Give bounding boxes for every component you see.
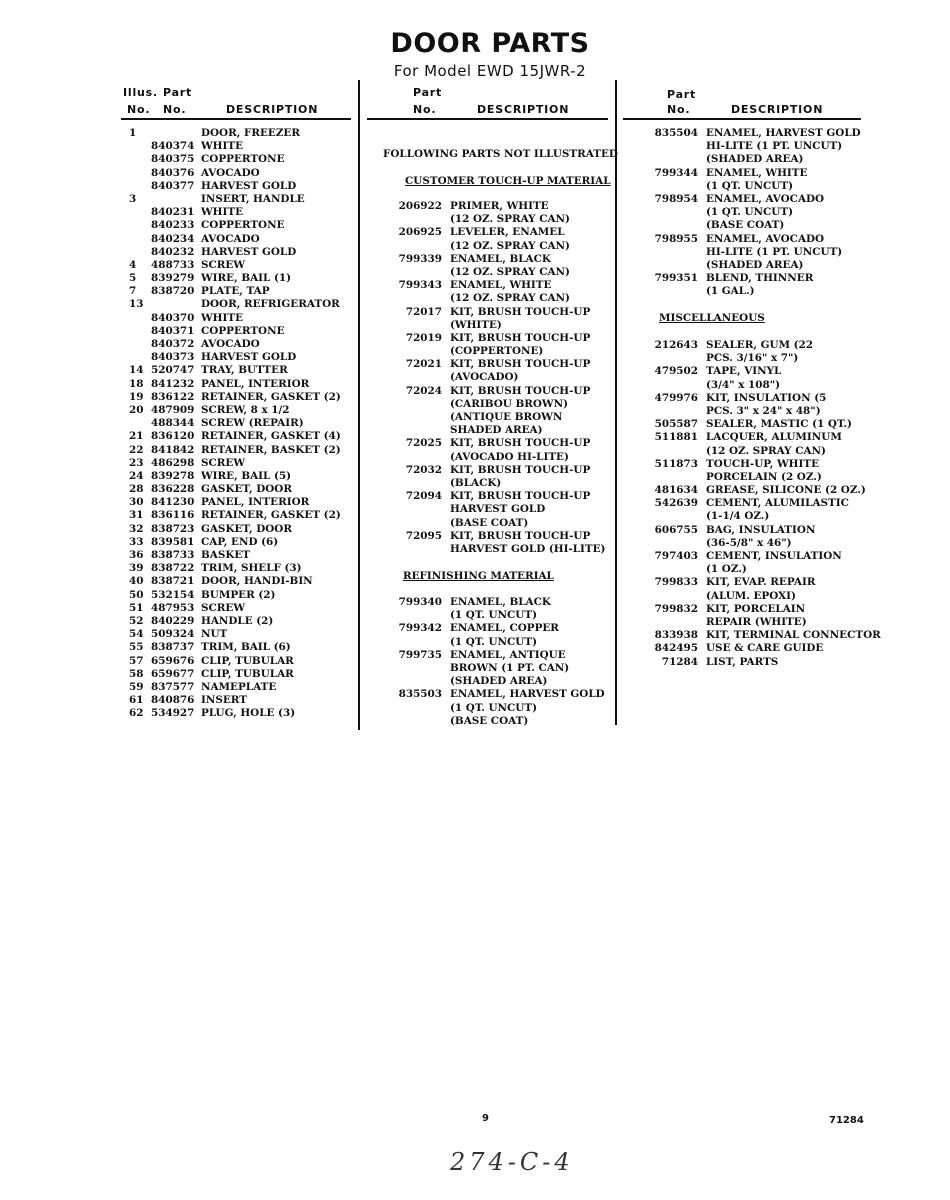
part-number: 842495 <box>654 642 698 655</box>
part-number: 542639 <box>654 497 698 510</box>
part-number: 72017 <box>405 305 442 318</box>
illus-number: 62 <box>129 707 144 720</box>
part-number: 479502 <box>654 365 698 378</box>
part-description: BAG, INSULATION <box>706 523 816 536</box>
part-description: AVOCADO <box>201 166 260 179</box>
part-description: (12 OZ. SPRAY CAN) <box>450 292 570 305</box>
header-part-no: No. <box>163 103 187 116</box>
part-description: (COPPERTONE) <box>450 345 544 358</box>
part-number: 511881 <box>654 431 698 444</box>
illus-number: 19 <box>129 390 144 403</box>
part-description: REPAIR (WHITE) <box>706 615 807 628</box>
column-divider-1 <box>358 80 360 730</box>
header-part-no-2: No. <box>413 103 437 116</box>
part-number: 799735 <box>398 648 442 661</box>
illus-number: 7 <box>129 285 137 298</box>
part-description: KIT, BRUSH TOUCH-UP <box>450 358 591 371</box>
part-number: 836228 <box>151 483 195 496</box>
part-number: 798954 <box>654 192 698 205</box>
part-number: 481634 <box>654 484 698 497</box>
part-description: (SHADED AREA) <box>706 258 804 271</box>
part-number: 72032 <box>405 463 442 476</box>
part-number: 799832 <box>654 602 698 615</box>
illus-number: 24 <box>129 469 144 482</box>
header-illus-top: Illus. <box>123 86 158 99</box>
part-number: 838733 <box>151 549 195 561</box>
page-number: 9 <box>482 1113 489 1124</box>
part-number: 833938 <box>654 629 698 642</box>
part-description: GASKET, DOOR <box>201 483 292 496</box>
part-description: KIT, BRUSH TOUCH-UP <box>450 305 591 318</box>
illus-number: 30 <box>129 496 144 509</box>
part-number: 72095 <box>405 529 442 542</box>
part-number: 520747 <box>151 364 195 377</box>
header-description: DESCRIPTION <box>226 103 319 116</box>
part-description: (1-1/4 OZ.) <box>706 510 770 523</box>
part-number: 840376 <box>151 166 195 179</box>
part-number: 835503 <box>398 688 442 701</box>
part-description: NUT <box>201 628 228 641</box>
part-description: (12 OZ. SPRAY CAN) <box>450 213 570 226</box>
part-description: PLATE, TAP <box>201 285 270 298</box>
part-description: (12 OZ. SPRAY CAN) <box>706 444 826 457</box>
part-number: 71284 <box>661 655 698 668</box>
part-description: KIT, BRUSH TOUCH-UP <box>450 490 591 503</box>
part-number: 841842 <box>151 443 195 456</box>
illus-number: 23 <box>129 456 144 469</box>
part-description: SCREW <box>201 601 245 614</box>
part-description: KIT, BRUSH TOUCH-UP <box>450 331 591 344</box>
part-number: 839581 <box>151 535 195 548</box>
part-number: 606755 <box>654 523 698 536</box>
part-description: DOOR, HANDI-BIN <box>201 575 313 588</box>
part-description: PCS. 3" x 24" x 48") <box>706 404 821 417</box>
part-description: ENAMEL, AVOCADO <box>706 232 825 245</box>
header-part-top: Part <box>163 86 193 99</box>
touchup-heading: CUSTOMER TOUCH-UP MATERIAL <box>405 175 611 187</box>
illus-number: 51 <box>129 601 144 614</box>
part-number: 798955 <box>654 232 698 245</box>
part-number: 840374 <box>151 140 195 153</box>
illus-number: 5 <box>129 272 137 285</box>
part-description: COPPERTONE <box>201 219 285 232</box>
part-description: (ALUM. EPOXI) <box>706 589 796 602</box>
part-description: (36-5/8" x 46") <box>706 536 792 549</box>
part-description: PANEL, INTERIOR <box>201 496 310 509</box>
part-number: 838723 <box>151 522 195 535</box>
part-description: (BASE COAT) <box>450 516 529 529</box>
part-description: HI-LITE (1 PT. UNCUT) <box>706 140 843 153</box>
part-description: TRIM, SHELF (3) <box>201 562 302 575</box>
header-part-top-3: Part <box>667 88 697 101</box>
part-number: 840377 <box>151 179 195 192</box>
part-number: 799340 <box>398 596 442 608</box>
part-description: USE & CARE GUIDE <box>706 642 824 655</box>
part-description: KIT, BRUSH TOUCH-UP <box>450 384 591 397</box>
part-number: 534927 <box>151 707 195 720</box>
part-description: SEALER, MASTIC (1 QT.) <box>706 418 852 431</box>
part-number: 840371 <box>151 324 195 337</box>
part-number: 799833 <box>654 576 698 589</box>
illus-number: 1 <box>129 127 137 139</box>
part-description: ENAMEL, BLACK <box>450 596 551 608</box>
part-description: (BASE COAT) <box>706 219 785 232</box>
part-description: HARVEST GOLD <box>450 503 546 516</box>
refinishing-heading: REFINISHING MATERIAL <box>403 570 554 582</box>
illus-number: 20 <box>129 403 144 416</box>
part-description: (1 QT. UNCUT) <box>450 609 537 622</box>
part-number: 836120 <box>151 430 195 443</box>
part-number: 509324 <box>151 628 195 641</box>
part-description: CEMENT, INSULATION <box>706 550 842 562</box>
part-description: (3/4" x 108") <box>706 378 781 391</box>
part-description: LIST, PARTS <box>706 655 779 668</box>
part-description: PANEL, INTERIOR <box>201 377 310 390</box>
part-number: 505587 <box>654 418 698 431</box>
part-description: COPPERTONE <box>201 153 285 166</box>
part-description: ENAMEL, HARVEST GOLD <box>706 127 861 139</box>
part-description: (1 GAL.) <box>706 285 755 298</box>
part-number: 72025 <box>405 437 442 450</box>
part-description: RETAINER, GASKET (2) <box>201 390 341 403</box>
part-number: 799339 <box>398 252 442 265</box>
part-description: RETAINER, GASKET (4) <box>201 430 341 443</box>
part-description: WHITE <box>201 311 243 324</box>
header-rule-2 <box>367 118 608 120</box>
part-description: WHITE <box>201 140 243 153</box>
document-code: 71284 <box>829 1115 864 1126</box>
illus-number: 40 <box>129 575 144 588</box>
part-description: ENAMEL, BLACK <box>450 252 551 265</box>
part-description: PLUG, HOLE (3) <box>201 707 296 720</box>
part-description: WHITE <box>201 206 243 219</box>
part-description: PORCELAIN (2 OZ.) <box>706 470 822 483</box>
part-description: PCS. 3/16" x 7") <box>706 352 799 365</box>
illus-number: 55 <box>129 641 144 654</box>
illus-number: 13 <box>129 298 144 311</box>
part-number: 72024 <box>405 384 442 397</box>
part-number: 659677 <box>151 667 195 680</box>
illus-number: 32 <box>129 522 144 535</box>
part-number: 840229 <box>151 614 195 627</box>
part-description: NAMEPLATE <box>201 680 277 693</box>
illus-number: 39 <box>129 562 144 575</box>
part-number: 840372 <box>151 338 195 350</box>
part-number: 659676 <box>151 654 195 667</box>
part-description: GASKET, DOOR <box>201 522 292 535</box>
illus-number: 18 <box>129 377 144 390</box>
illus-number: 52 <box>129 614 144 627</box>
part-description: TAPE, VINYL <box>706 365 782 378</box>
part-description: SCREW (REPAIR) <box>201 417 304 430</box>
column-divider-2 <box>615 80 617 725</box>
part-number: 838721 <box>151 575 195 588</box>
part-number: 838722 <box>151 562 195 575</box>
part-description: KIT, INSULATION (5 <box>706 391 827 404</box>
part-description: HARVEST GOLD <box>201 245 297 258</box>
part-number: 840370 <box>151 311 195 324</box>
part-description: SCREW <box>201 258 245 271</box>
handwritten-note: 274-C-4 <box>450 1148 574 1176</box>
part-description: (1 QT. UNCUT) <box>450 701 537 714</box>
illus-number: 3 <box>129 192 137 205</box>
part-description: INSERT, HANDLE <box>201 192 305 205</box>
part-description: (CARIBOU BROWN) <box>450 397 569 410</box>
part-number: 840232 <box>151 245 195 258</box>
part-description: (12 OZ. SPRAY CAN) <box>450 239 570 252</box>
part-number: 488733 <box>151 258 195 271</box>
part-number: 511873 <box>654 457 698 470</box>
header-illus-no: No. <box>127 103 151 116</box>
part-description: BASKET <box>201 549 251 561</box>
part-description: (ANTIQUE BROWN <box>450 411 563 423</box>
part-description: DOOR, REFRIGERATOR <box>201 298 340 311</box>
illus-number: 36 <box>129 549 144 561</box>
part-number: 799342 <box>398 622 442 635</box>
part-description: WIRE, BAIL (1) <box>201 272 292 285</box>
part-number: 532154 <box>151 588 195 601</box>
part-number: 840231 <box>151 206 195 219</box>
part-description: (1 QT. UNCUT) <box>706 206 793 219</box>
part-description: HI-LITE (1 PT. UNCUT) <box>706 245 843 258</box>
illus-number: 54 <box>129 628 144 641</box>
part-number: 836116 <box>151 509 195 522</box>
part-description: KIT, TERMINAL CONNECTOR <box>706 629 881 642</box>
part-description: TRAY, BUTTER <box>201 364 288 377</box>
part-number: 841230 <box>151 496 195 509</box>
part-number: 487909 <box>151 403 195 416</box>
part-description: HARVEST GOLD <box>201 179 297 192</box>
part-description: ENAMEL, WHITE <box>706 166 808 179</box>
part-description: SHADED AREA) <box>450 424 543 437</box>
part-description: SCREW, 8 x 1/2 <box>201 403 290 416</box>
part-description: BLEND, THINNER <box>706 272 814 285</box>
part-description: (WHITE) <box>450 318 502 331</box>
part-number: 837577 <box>151 680 195 693</box>
part-number: 799343 <box>398 279 442 292</box>
part-description: CLIP, TUBULAR <box>201 667 294 680</box>
part-description: RETAINER, GASKET (2) <box>201 509 341 522</box>
part-number: 840373 <box>151 351 195 364</box>
part-number: 838737 <box>151 641 195 654</box>
part-description: WIRE, BAIL (5) <box>201 469 292 482</box>
part-description: GREASE, SILICONE (2 OZ.) <box>706 484 866 497</box>
part-description: HARVEST GOLD <box>201 351 297 364</box>
part-description: ENAMEL, HARVEST GOLD <box>450 688 605 701</box>
part-description: (BLACK) <box>450 476 502 489</box>
part-description: BROWN (1 PT. CAN) <box>450 661 570 674</box>
illus-number: 31 <box>129 509 144 522</box>
part-description: TRIM, BAIL (6) <box>201 641 291 654</box>
part-number: 839278 <box>151 469 195 482</box>
part-number: 835504 <box>654 127 698 139</box>
illus-number: 61 <box>129 694 144 707</box>
part-description: PRIMER, WHITE <box>450 200 549 212</box>
part-description: HARVEST GOLD (HI-LITE) <box>450 542 606 555</box>
part-description: KIT, BRUSH TOUCH-UP <box>450 529 591 542</box>
part-number: 479976 <box>654 391 698 404</box>
part-number: 72021 <box>405 358 442 371</box>
part-number: 840234 <box>151 232 195 245</box>
header-rule-3 <box>623 118 861 120</box>
part-description: SCREW <box>201 456 245 469</box>
part-description: COPPERTONE <box>201 324 285 337</box>
part-description: KIT, BRUSH TOUCH-UP <box>450 437 591 450</box>
part-description: (SHADED AREA) <box>706 153 804 166</box>
part-description: HANDLE (2) <box>201 614 274 627</box>
illus-number: 22 <box>129 443 144 456</box>
illus-number: 59 <box>129 680 144 693</box>
header-rule-1 <box>121 118 351 120</box>
part-number: 72094 <box>405 490 442 503</box>
part-description: KIT, EVAP. REPAIR <box>706 576 816 589</box>
part-description: (1 QT. UNCUT) <box>706 179 793 192</box>
part-number: 799351 <box>654 272 698 285</box>
part-description: CEMENT, ALUMILASTIC <box>706 497 849 510</box>
model-subtitle: For Model EWD 15JWR-2 <box>393 62 587 80</box>
part-description: TOUCH-UP, WHITE <box>706 457 820 470</box>
header-description-2: DESCRIPTION <box>477 103 570 116</box>
part-description: ENAMEL, WHITE <box>450 279 552 292</box>
part-number: 841232 <box>151 377 195 390</box>
part-number: 72019 <box>405 331 442 344</box>
part-number: 486298 <box>151 456 195 469</box>
part-description: CAP, END (6) <box>201 535 279 548</box>
header-part-no-3: No. <box>667 103 691 116</box>
part-description: ENAMEL, AVOCADO <box>706 192 825 205</box>
part-number: 840233 <box>151 219 195 232</box>
header-description-3: DESCRIPTION <box>731 103 824 116</box>
part-description: (SHADED AREA) <box>450 675 548 688</box>
part-number: 206922 <box>398 200 442 212</box>
part-number: 840876 <box>151 694 195 707</box>
part-description: (AVOCADO) <box>450 371 519 384</box>
part-description: (AVOCADO HI-LITE) <box>450 450 569 463</box>
part-number: 836122 <box>151 390 195 403</box>
part-number: 488344 <box>151 417 195 430</box>
not-illustrated-note: FOLLOWING PARTS NOT ILLUSTRATED <box>383 148 618 160</box>
part-number: 206925 <box>398 226 442 239</box>
illus-number: 50 <box>129 588 144 601</box>
part-description: KIT, PORCELAIN <box>706 602 806 615</box>
page-title: DOOR PARTS <box>390 28 590 59</box>
header-part-top-2: Part <box>413 86 443 99</box>
illus-number: 14 <box>129 364 144 377</box>
part-number: 839279 <box>151 272 195 285</box>
part-number: 840375 <box>151 153 195 166</box>
part-description: (1 QT. UNCUT) <box>450 635 537 648</box>
illus-number: 28 <box>129 483 144 496</box>
illus-number: 4 <box>129 258 137 271</box>
part-description: (12 OZ. SPRAY CAN) <box>450 265 570 278</box>
illus-number: 58 <box>129 667 144 680</box>
part-number: 797403 <box>654 550 698 562</box>
miscellaneous-heading: MISCELLANEOUS <box>659 312 765 324</box>
part-description: RETAINER, BASKET (2) <box>201 443 341 456</box>
illus-number: 57 <box>129 654 144 667</box>
part-description: INSERT <box>201 694 247 707</box>
part-number: 487953 <box>151 601 195 614</box>
part-number: 838720 <box>151 285 195 298</box>
part-description: AVOCADO <box>201 232 260 245</box>
part-number: 212643 <box>654 339 698 351</box>
part-description: DOOR, FREEZER <box>201 127 300 139</box>
illus-number: 21 <box>129 430 144 443</box>
part-description: CLIP, TUBULAR <box>201 654 294 667</box>
part-description: KIT, BRUSH TOUCH-UP <box>450 463 591 476</box>
part-description: LEVELER, ENAMEL <box>450 226 565 239</box>
part-description: (1 OZ.) <box>706 563 747 576</box>
part-description: LACQUER, ALUMINUM <box>706 431 842 444</box>
illus-number: 33 <box>129 535 144 548</box>
part-description: AVOCADO <box>201 338 260 350</box>
part-description: ENAMEL, COPPER <box>450 622 559 635</box>
part-description: (BASE COAT) <box>450 714 529 727</box>
part-number: 799344 <box>654 166 698 179</box>
part-description: ENAMEL, ANTIQUE <box>450 648 566 661</box>
part-description: BUMPER (2) <box>201 588 276 601</box>
part-description: SEALER, GUM (22 <box>706 339 814 351</box>
